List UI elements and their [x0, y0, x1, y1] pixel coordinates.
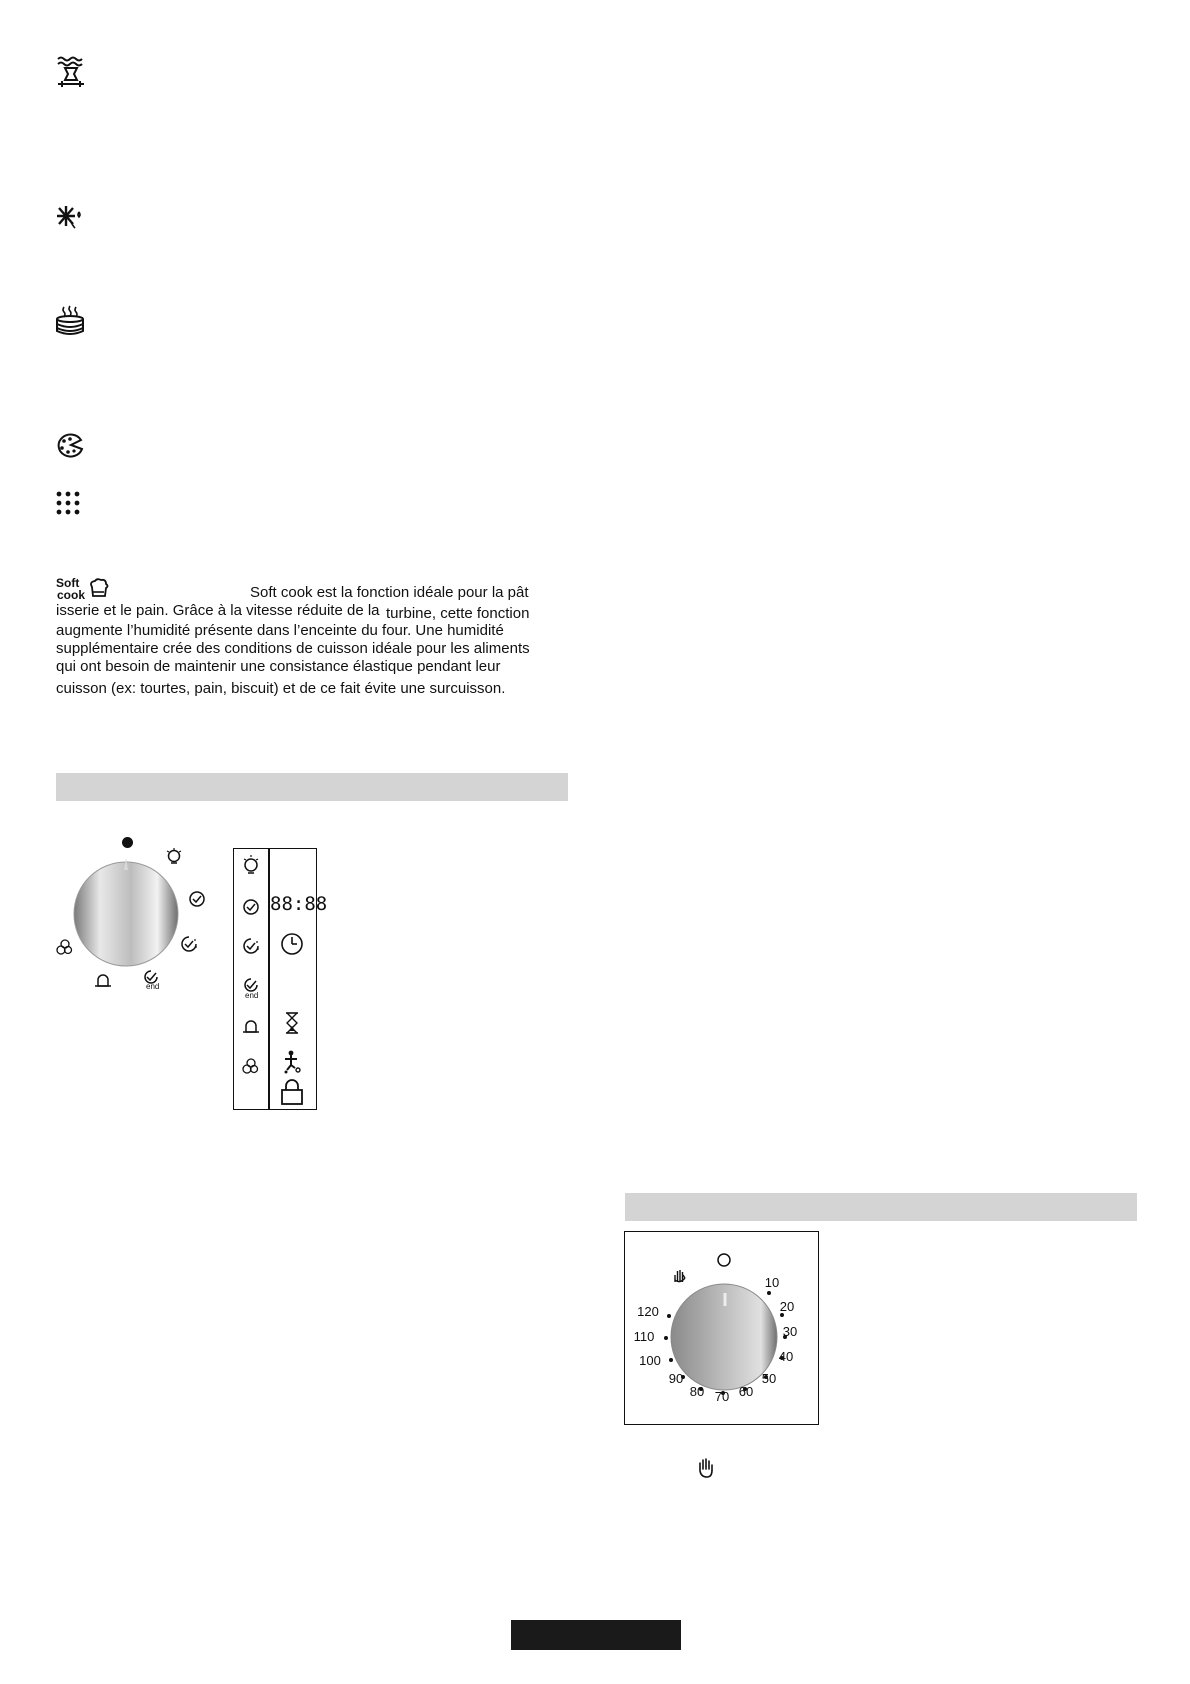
- clock-check-icon: [188, 890, 206, 908]
- lamp-icon: [166, 848, 182, 866]
- soft-cook-description: [56, 584, 576, 698]
- programmer-knob-diagram: [52, 830, 222, 1000]
- dial-label-60: 60: [738, 1384, 754, 1399]
- knob-off-dot: [122, 837, 133, 848]
- dial-label-70: 70: [714, 1389, 730, 1404]
- soft-cook-line-3: augmente l’humidité présente dans l’enceinte du four. Une humidité: [56, 622, 504, 639]
- section-header-bar: [56, 773, 568, 801]
- panel-bell-icon: [242, 1018, 260, 1036]
- end-time-icon: [142, 968, 160, 991]
- end-label: end: [146, 982, 160, 991]
- panel-end-time-icon: [242, 976, 260, 1000]
- dial-label-80: 80: [689, 1384, 705, 1399]
- soft-cook-line-2b: turbine, cette fonction: [386, 605, 530, 622]
- panel-cooking-food-icon: [242, 1057, 260, 1075]
- timer-dial-diagram: [624, 1231, 819, 1425]
- dial-tick-120: [667, 1314, 671, 1318]
- panel-end-label: end: [245, 991, 259, 1000]
- hand-icon: [697, 1458, 715, 1478]
- bell-icon: [94, 972, 112, 990]
- cooking-food-icon: [56, 938, 74, 956]
- dial-label-40: 40: [778, 1349, 794, 1364]
- soft-cook-line-1: Soft cook est la fonction idéale pour la pât: [250, 584, 529, 601]
- panel-duration-icon: [242, 937, 260, 955]
- manual-hand-icon: [672, 1268, 688, 1284]
- display-panel-divider: [268, 848, 270, 1110]
- defrost-icon: [56, 56, 86, 88]
- panel-lamp-icon: [242, 855, 260, 875]
- dial-tick-110: [664, 1336, 668, 1340]
- soft-cook-logo-top: Soft: [56, 576, 80, 590]
- child-lock-icon: [282, 1050, 302, 1074]
- dial-label-90: 90: [668, 1371, 684, 1386]
- dial-tick-100: [669, 1358, 673, 1362]
- dots-grid-icon: [55, 490, 81, 516]
- dial-tick-10: [767, 1291, 771, 1295]
- padlock-icon: [280, 1079, 304, 1105]
- dial-label-110: 110: [633, 1329, 655, 1344]
- soft-cook-line-4: supplémentaire crée des conditions de cuisson idéale pour les aliments: [56, 640, 530, 657]
- dial-label-30: 30: [782, 1324, 798, 1339]
- hourglass-icon: [285, 1012, 299, 1034]
- fan-water-icon: [55, 204, 87, 230]
- dial-label-50: 50: [761, 1371, 777, 1386]
- dial-label-20: 20: [779, 1299, 795, 1314]
- pizza-icon: [55, 433, 85, 459]
- soft-cook-line-6: cuisson (ex: tourtes, pain, biscuit) et de ce fait évite une surcuisson.: [56, 680, 506, 697]
- duration-icon: [180, 935, 198, 953]
- display-digits: 88:88: [270, 893, 328, 915]
- panel-clock-check-icon: [242, 898, 260, 916]
- soft-cook-logo-bottom: cook: [57, 588, 86, 602]
- dial-label-120: 120: [637, 1304, 659, 1319]
- panel-clock-icon: [280, 932, 304, 956]
- soft-cook-line-2: isserie et le pain. Grâce à la vitesse réduite de la: [56, 602, 380, 619]
- dial-label-100: 100: [639, 1353, 661, 1368]
- footer-bar: [511, 1620, 681, 1650]
- soft-cook-line-5: qui ont besoin de maintenir une consistance élastique pendant leur: [56, 658, 501, 675]
- section-header-bar-2: [625, 1193, 1137, 1221]
- plate-warming-icon: [55, 305, 85, 337]
- dial-label-10: 10: [764, 1275, 780, 1290]
